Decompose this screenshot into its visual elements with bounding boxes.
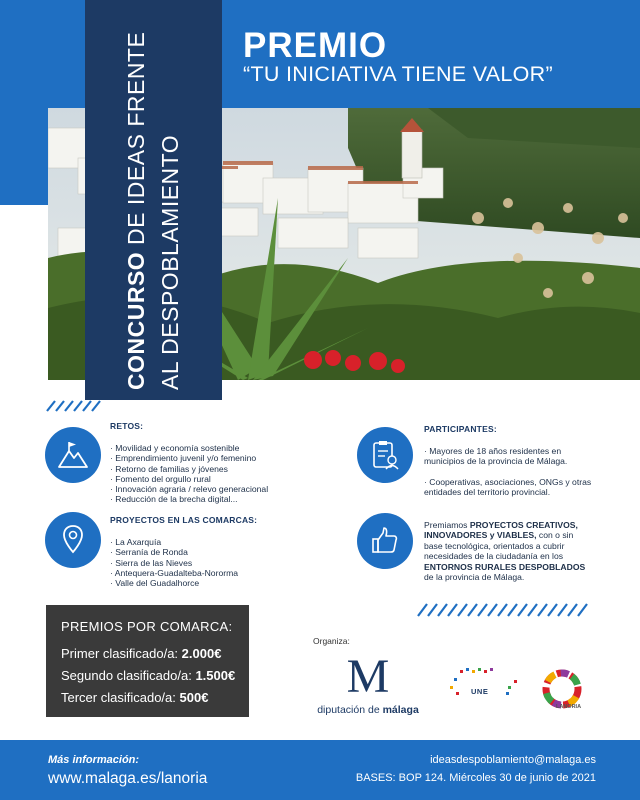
premiamos-text-3: de la provincia de Málaga.: [424, 572, 525, 583]
footer: [0, 740, 640, 800]
list-item: · Antequera-Guadalteba-Nororma: [110, 568, 310, 578]
bases-reference: BASES: BOP 124. Miércoles 30 de junio de 2021: [355, 772, 596, 784]
proyectos-list: [110, 537, 310, 588]
more-info-label: Más información:: [48, 754, 140, 766]
mountain-flag-icon: [45, 427, 101, 483]
prize-third-label: Tercer clasificado/a:: [61, 690, 180, 705]
list-item: · Serranía de Ronda: [110, 547, 310, 557]
banner-line1-bold: CONCURSO: [123, 251, 149, 390]
prizes-title: PREMIOS POR COMARCA:: [61, 619, 233, 634]
list-item: · Fomento del orgullo rural: [110, 474, 310, 484]
list-item: · Reducción de la brecha digital...: [110, 494, 310, 504]
proyectos-title: PROYECTOS EN LAS COMARCAS:: [110, 515, 258, 525]
list-item: · Innovación agraria / relevo generacional: [110, 484, 310, 494]
prize-first-label: Primer clasificado/a:: [61, 646, 182, 661]
participantes-list: [424, 446, 596, 497]
prize-first: [61, 646, 249, 661]
prize-second-label: Segundo clasificado/a:: [61, 668, 196, 683]
premiamos-text-1: Premiamos: [424, 520, 470, 530]
stripes-decoration: [45, 400, 105, 412]
list-item: · Retorno de familias y jóvenes: [110, 464, 310, 474]
list-item: · Movilidad y economía sostenible: [110, 443, 310, 453]
premiamos-text-2: con o sin base tecnológica, orientados a cubrir necesidades de la ciudadanía en los: [424, 530, 574, 562]
retos-section: [110, 421, 310, 505]
prize-third: [61, 690, 249, 705]
retos-list: [110, 443, 310, 505]
banner-line1-rest: DE IDEAS FRENTE: [123, 31, 149, 252]
diputacion-logo-letter: M: [346, 650, 390, 703]
diputacion-logo-text: [313, 704, 423, 716]
banner-line2: AL DESPOBLAMIENTO: [157, 134, 183, 390]
list-item: · La Axarquía: [110, 537, 310, 547]
contest-banner-text: [119, 10, 187, 390]
retos-title: RETOS:: [110, 421, 144, 431]
la-noria-logo-text: LANORIA: [556, 704, 582, 710]
email-link[interactable]: ideasdespoblamiento@malaga.es: [430, 754, 596, 766]
une-logo-text: UNE: [471, 687, 489, 696]
dipu-text-a: diputación de: [317, 704, 383, 716]
premiamos-bold-2: ENTORNOS RURALES DESPOBLADOS: [424, 561, 586, 572]
dipu-text-b: málaga: [382, 704, 419, 716]
proyectos-section: [110, 515, 310, 588]
prize-second: [61, 668, 249, 683]
map-pin-icon: [45, 512, 101, 568]
prize-third-value: 500€: [179, 690, 209, 705]
list-item: · Sierra de las Nieves: [110, 558, 310, 568]
list-item: · Emprendimiento juvenil y/o femenino: [110, 453, 310, 463]
prize-first-value: 2.000€: [181, 646, 222, 661]
participantes-title: PARTICIPANTES:: [424, 424, 497, 434]
prize-subtitle: “TU INICIATIVA TIENE VALOR”: [243, 62, 553, 86]
prizes-box: [46, 605, 249, 717]
list-item: · Cooperativas, asociaciones, ONGs y otras entidades del territorio provincial.: [424, 477, 596, 498]
prize-second-value: 1.500€: [195, 668, 236, 683]
prize-title: PREMIO: [243, 26, 388, 65]
premiamos-paragraph: [424, 520, 589, 582]
organiza-label: Organiza:: [313, 636, 350, 646]
thumbs-up-icon: [357, 513, 413, 569]
website-link[interactable]: www.malaga.es/lanoria: [48, 770, 208, 787]
premiamos-bold-1: PROYECTOS CREATIVOS, INNOVADORES y VIABLES,: [424, 520, 578, 541]
clipboard-person-icon: [357, 427, 413, 483]
list-item: · Mayores de 18 años residentes en municipios de la provincia de Málaga.: [424, 446, 596, 467]
diputacion-logo: [313, 650, 423, 716]
stripes-decoration: [416, 603, 596, 617]
participantes-section: [424, 424, 596, 497]
list-item: · Valle del Guadalhorce: [110, 578, 310, 588]
